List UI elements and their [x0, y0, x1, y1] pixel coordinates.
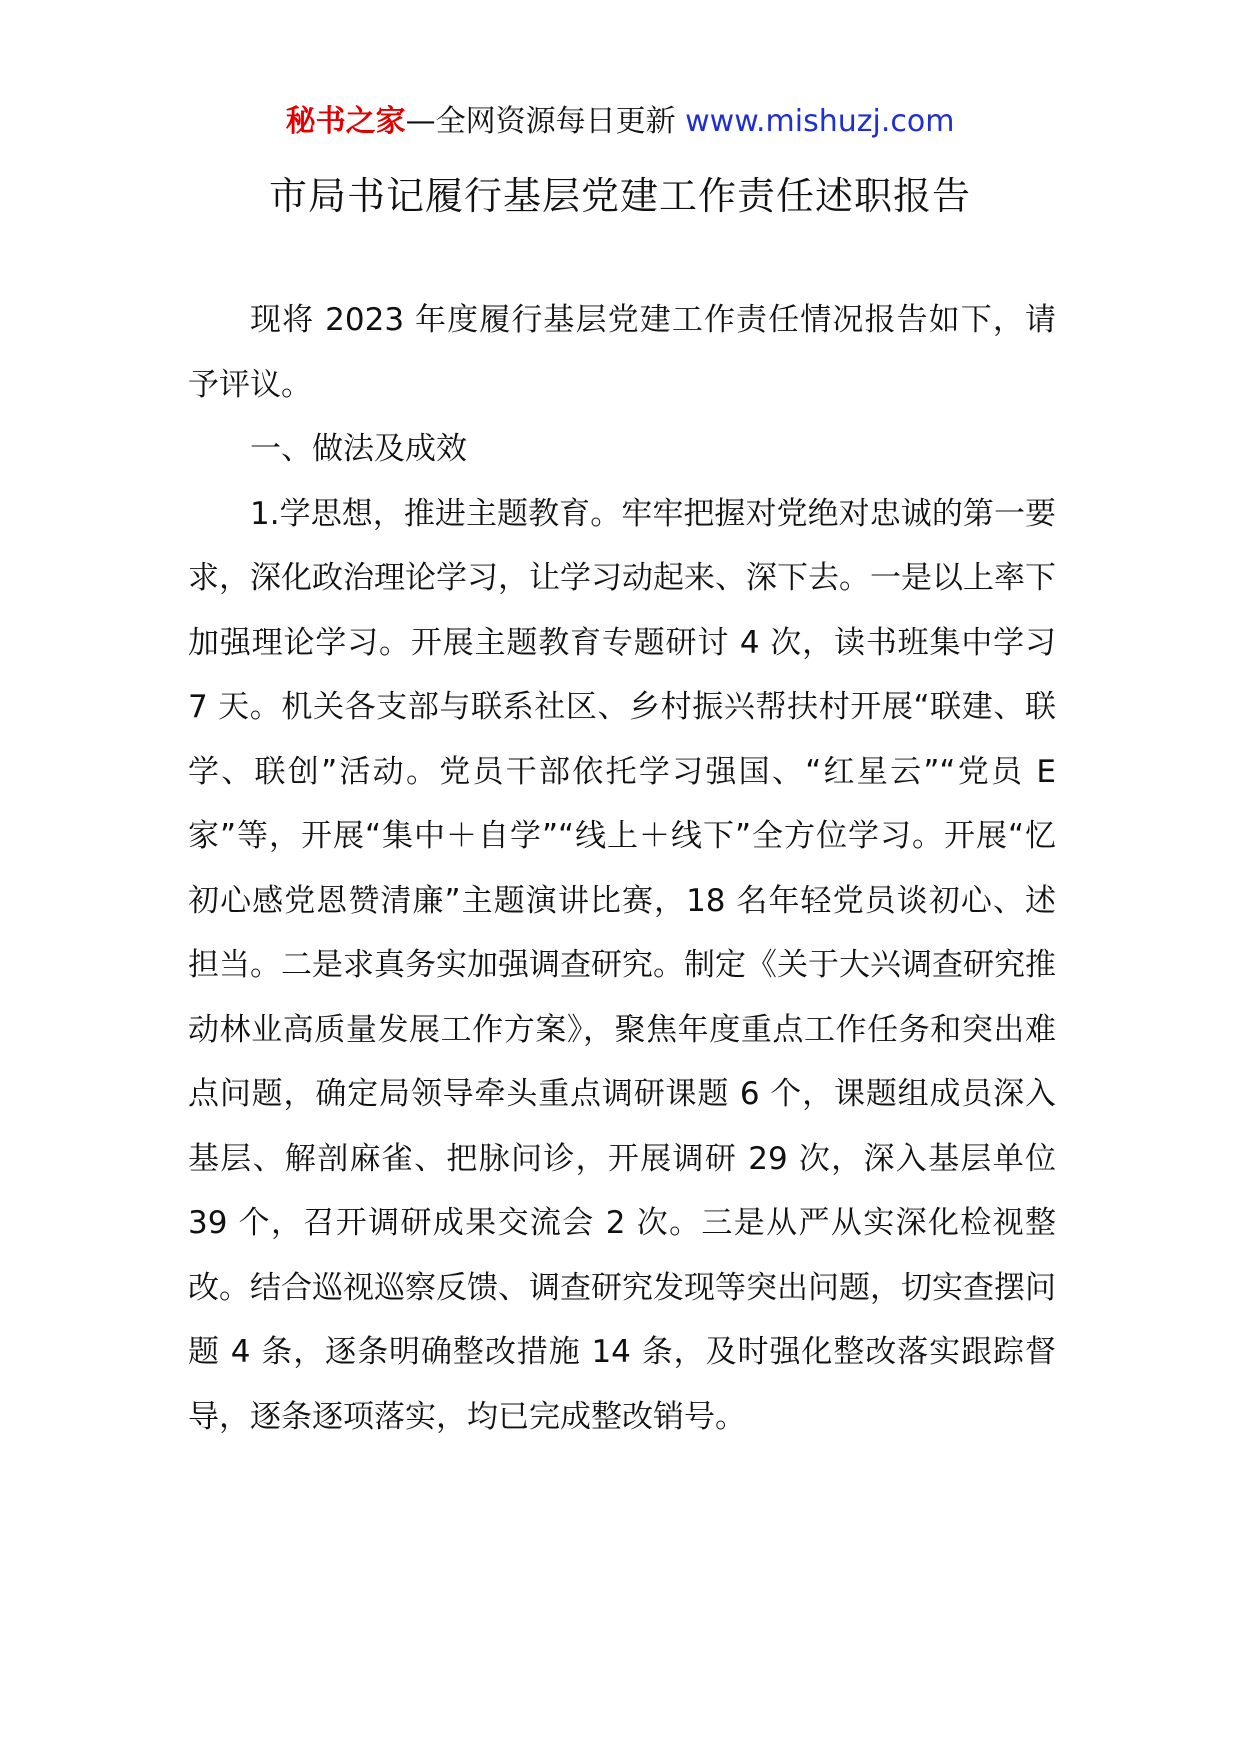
site-header	[0, 100, 1240, 144]
section-heading: 一、做法及成效	[250, 431, 467, 467]
document-title: 市局书记履行基层党建工作责任述职报告	[268, 174, 971, 218]
header-tagline: —全网资源每日更新	[405, 104, 676, 139]
item-paragraph: 1.学思想，推进主题教育。牢牢把握对党绝对忠诚的第一要求，深化政治理论学习，让学习动起来、深下去。一是以上率下加强理论学习。开展主题教育专题研讨 4 次，读书班集中学习 7 天。机关各支部与联系社区、乡村振兴帮扶村开展“联建、联学、联创”活动。党员干部依托学习强国、“红星云”“党员 E 家”等，开展“集中＋自学”“线上＋线下”全方位学习。开展“忆初心感党恩赞清廉”主题演讲比赛，18 名年轻党员谈初心、述担当。二是求真务实加强调查研究。制定《关于大兴调查研究推动林业高质量发展工作方案》，聚焦年度重点工作任务和突出难点问题，确定局领导牵头重点调研课题 6 个，课题组成员深入基层、解剖麻雀、把脉问诊，开展调研 29 次，深入基层单位 39 个，召开调研成果交流会 2 次。三是从严从实深化检视整改。结合巡视巡察反馈、调查研究发现等突出问题，切实查摆问题 4 条，逐条明确整改措施 14 条，及时强化整改落实跟踪督导，逐条逐项落实，均已完成整改销号。	[188, 495, 1056, 1435]
document-body	[188, 288, 1056, 1449]
brand-name: 秘书之家	[285, 104, 406, 139]
intro-paragraph: 现将 2023 年度履行基层党建工作责任情况报告如下，请予评议。	[188, 302, 1056, 403]
site-url-link[interactable]: www.mishuzj.com	[685, 104, 955, 139]
